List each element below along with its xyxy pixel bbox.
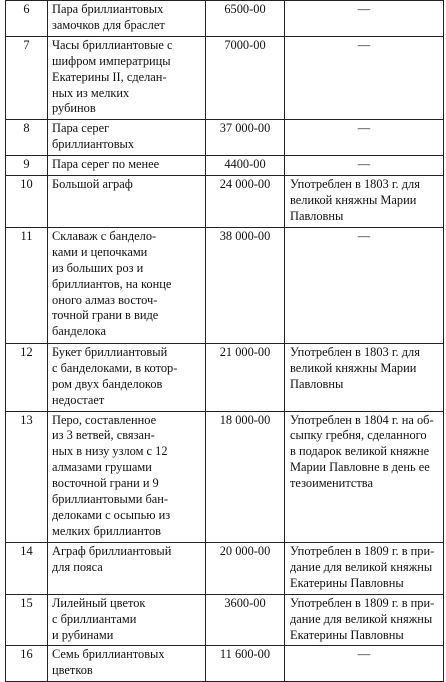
table-row — [6, 176, 444, 228]
item-note-line: — — [357, 37, 371, 52]
item-description-line: Пара серег по менее — [52, 157, 160, 172]
item-description-line: Большой аграф — [52, 177, 133, 192]
item-note-line: — — [357, 157, 371, 172]
table-body — [6, 1, 444, 682]
item-description-line: Семь бриллиантовых — [52, 647, 165, 662]
item-note-line: сыпку гребня, сделанного — [290, 428, 427, 443]
item-description-line: Букет бриллиантовый — [52, 344, 168, 359]
table-row — [6, 542, 444, 594]
item-description-line: Пара серег — [52, 121, 110, 136]
item-description — [48, 120, 206, 156]
item-note-line: Павловны — [290, 208, 344, 223]
item-price: 6500-00 — [206, 1, 285, 37]
item-price: 38 000-00 — [206, 227, 285, 343]
item-description — [48, 542, 206, 594]
item-description-line: Часы бриллиантовые с — [52, 37, 173, 52]
table-row — [6, 411, 444, 542]
item-note-line: Употреблен в 1803 г. для — [290, 344, 420, 359]
item-description-line: недостает — [52, 392, 105, 407]
item-description-line: восточной грани и 9 — [52, 476, 159, 491]
table-row — [6, 156, 444, 176]
item-description — [48, 176, 206, 228]
item-note-line: великой княжны Марии — [290, 360, 417, 375]
item-price: 37 000-00 — [206, 120, 285, 156]
item-note-line: Марии Павловне в день ее — [290, 460, 430, 475]
table-row — [6, 1, 444, 37]
item-note — [285, 594, 444, 646]
item-description-line: замочков для браслет — [52, 17, 165, 32]
item-description — [48, 227, 206, 343]
item-note — [285, 1, 444, 37]
item-price: 24 000-00 — [206, 176, 285, 228]
item-note — [285, 646, 444, 682]
item-note-line: — — [357, 2, 371, 16]
item-description-line: бриллиантовыми бан- — [52, 492, 169, 507]
item-note — [285, 542, 444, 594]
item-description-line: ками и цепочками — [52, 244, 148, 259]
item-description — [48, 36, 206, 120]
table-row — [6, 36, 444, 120]
item-note — [285, 120, 444, 156]
item-price: 7000-00 — [206, 36, 285, 120]
item-price: 21 000-00 — [206, 343, 285, 411]
item-description-line: ром двух банделоков — [52, 376, 163, 391]
item-note — [285, 156, 444, 176]
item-note-line: — — [357, 121, 371, 136]
item-description-line: из 3 ветвей, связан- — [52, 428, 155, 443]
item-note-line: дание для великой княжны — [290, 611, 433, 626]
jewelry-inventory-table — [5, 0, 444, 682]
table-row — [6, 227, 444, 343]
item-note-line: тезоименитства — [290, 476, 373, 491]
item-description-line: шифром императрицы — [52, 53, 171, 68]
item-description-line: банделока — [52, 324, 106, 339]
item-price: 20 000-00 — [206, 542, 285, 594]
item-description-line: ных из мелких — [52, 85, 130, 100]
item-description-line: оного алмаз восточ- — [52, 292, 158, 307]
item-description — [48, 156, 206, 176]
item-description — [48, 343, 206, 411]
item-note-line: — — [357, 228, 371, 243]
item-note — [285, 227, 444, 343]
item-description-line: Пара бриллиантовых — [52, 2, 164, 16]
item-description-line: Екатерины II, сделан- — [52, 69, 167, 84]
item-note-line: Употреблен в 1809 г. в при- — [290, 543, 435, 558]
row-number: 10 — [6, 176, 48, 228]
item-description-line: рубинов — [52, 101, 96, 116]
item-description-line: из больших роз и — [52, 260, 144, 275]
table-row — [6, 646, 444, 682]
table-row — [6, 343, 444, 411]
item-note — [285, 343, 444, 411]
item-note-line: Екатерины Павловны — [290, 575, 404, 590]
row-number: 9 — [6, 156, 48, 176]
row-number: 8 — [6, 120, 48, 156]
row-number: 16 — [6, 646, 48, 682]
item-price: 4400-00 — [206, 156, 285, 176]
item-description — [48, 1, 206, 37]
table-row — [6, 594, 444, 646]
item-note-line: Употреблен в 1804 г. на об- — [290, 412, 434, 427]
row-number: 13 — [6, 411, 48, 542]
item-note — [285, 36, 444, 120]
item-description — [48, 646, 206, 682]
item-description-line: цветков — [52, 663, 93, 678]
item-note-line: Екатерины Павловны — [290, 627, 404, 642]
item-description-line: с банделоками, в котор- — [52, 360, 178, 375]
item-description — [48, 411, 206, 542]
item-note — [285, 176, 444, 228]
row-number: 14 — [6, 542, 48, 594]
item-price: 3600-00 — [206, 594, 285, 646]
item-note-line: Павловны — [290, 376, 344, 391]
row-number: 6 — [6, 1, 48, 37]
row-number: 12 — [6, 343, 48, 411]
item-description-line: точной грани в виде — [52, 308, 159, 323]
item-description-line: для пояса — [52, 559, 103, 574]
item-price: 11 600-00 — [206, 646, 285, 682]
item-description-line: и рубинами — [52, 627, 114, 642]
item-note-line: великой княжны Марии — [290, 193, 417, 208]
item-note-line: дание для великой княжны — [290, 559, 433, 574]
item-description-line: бриллиантовых — [52, 137, 135, 152]
item-description-line: ных в низу узлом с 12 — [52, 444, 168, 459]
item-description-line: бриллиантов, на конце — [52, 276, 172, 291]
item-description-line: Лилейный цветок — [52, 595, 146, 610]
row-number: 15 — [6, 594, 48, 646]
item-note-line: в подарок великой княжне — [290, 444, 430, 459]
table-row — [6, 120, 444, 156]
item-description-line: мелких бриллиантов — [52, 523, 162, 538]
item-price: 18 000-00 — [206, 411, 285, 542]
item-note-line: Употреблен в 1809 г. в при- — [290, 595, 435, 610]
item-description-line: с бриллиантами — [52, 611, 137, 626]
item-description-line: Аграф бриллиантовый — [52, 543, 172, 558]
item-description — [48, 594, 206, 646]
item-note-line: — — [357, 647, 371, 662]
item-description-line: Склаваж с бандело- — [52, 228, 157, 243]
item-description-line: алмазами грушами — [52, 460, 152, 475]
item-note — [285, 411, 444, 542]
row-number: 11 — [6, 227, 48, 343]
row-number: 7 — [6, 36, 48, 120]
item-description-line: делоками с осыпью из — [52, 507, 171, 522]
item-note-line: Употреблен в 1803 г. для — [290, 177, 420, 192]
item-description-line: Перо, составленное — [52, 412, 157, 427]
